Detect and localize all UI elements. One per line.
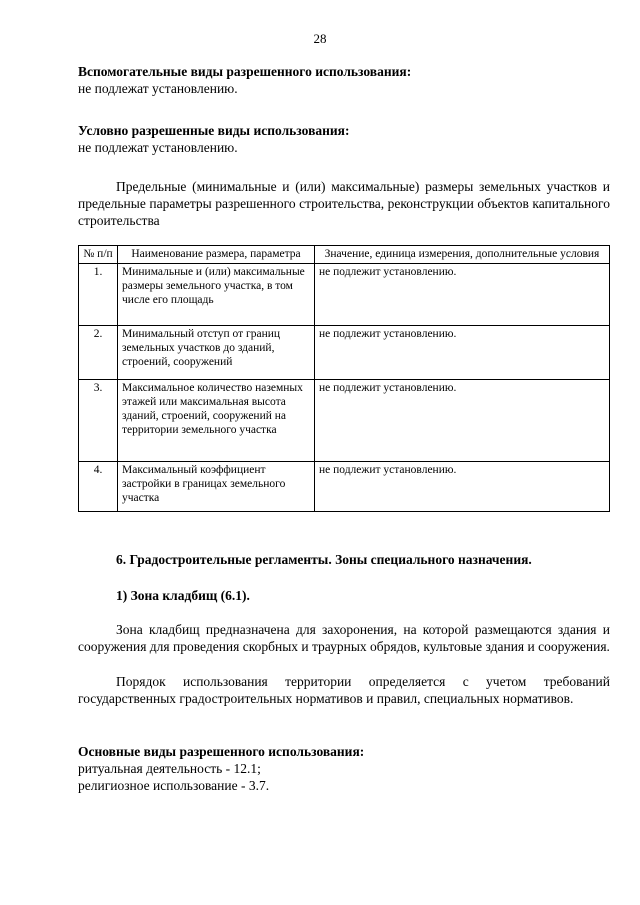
- cemetery-zone-title: 1) Зона кладбищ (6.1).: [116, 588, 250, 603]
- zone-description-paragraph: Зона кладбищ предназначена для захоронения, на которой размещаются здания и сооружения для проведения скорбных и траурных обрядов, культовые здания и сооружения.: [78, 622, 610, 654]
- limits-table: [78, 245, 610, 512]
- page-number: 28: [313, 31, 327, 46]
- conditional-uses-title: Условно разрешенные виды использования:: [78, 123, 350, 138]
- main-uses-title: Основные виды разрешенного использования:: [78, 744, 365, 759]
- row-num: 3.: [79, 380, 118, 462]
- row-num: 2.: [79, 326, 118, 380]
- row-name: Минимальные и (или) максимальные размеры земельного участка, в том числе его площадь: [118, 264, 315, 326]
- header-name: Наименование размера, параметра: [118, 246, 315, 264]
- list-item: религиозное использование - 3.7.: [78, 778, 270, 793]
- conditional-uses-text: не подлежат установлению.: [78, 140, 238, 155]
- row-value: не подлежит установлению.: [315, 264, 610, 326]
- header-value: Значение, единица измерения, дополнительные условия: [315, 246, 610, 264]
- auxiliary-uses-title: Вспомогательные виды разрешенного использования:: [78, 64, 412, 79]
- row-name: Минимальный отступ от границ земельных участков до зданий, строений, сооружений: [118, 326, 315, 380]
- row-num: 4.: [79, 462, 118, 512]
- list-item: ритуальная деятельность - 12.1;: [78, 761, 261, 776]
- zone-usage-paragraph: Порядок использования территории определяется с учетом требований государственных градостроительных нормативов и правил, специальных нормативов.: [78, 674, 610, 706]
- section-6-title: 6. Градостроительные регламенты. Зоны специального назначения.: [116, 552, 532, 567]
- conditional-uses-section: [78, 122, 610, 156]
- row-name: Максимальное количество наземных этажей или максимальная высота зданий, строений, сооружений на территории земельного участка: [118, 380, 315, 462]
- row-value: не подлежит установлению.: [315, 380, 610, 462]
- table-row: [79, 462, 610, 512]
- table-row: [79, 380, 610, 462]
- table-row: [79, 264, 610, 326]
- main-uses-section: [78, 743, 610, 794]
- row-name: Максимальный коэффициент застройки в границах земельного участка: [118, 462, 315, 512]
- table-header-row: [79, 246, 610, 264]
- row-value: не подлежит установлению.: [315, 326, 610, 380]
- row-num: 1.: [79, 264, 118, 326]
- auxiliary-uses-text: не подлежат установлению.: [78, 81, 238, 96]
- header-num: № п/п: [79, 246, 118, 264]
- auxiliary-uses-section: [78, 63, 610, 97]
- limits-intro-paragraph: Предельные (минимальные и (или) максимальные) размеры земельных участков и предельные параметры разрешенного строительства, реконструкции объектов капитального строительства: [78, 179, 610, 228]
- row-value: не подлежит установлению.: [315, 462, 610, 512]
- table-row: [79, 326, 610, 380]
